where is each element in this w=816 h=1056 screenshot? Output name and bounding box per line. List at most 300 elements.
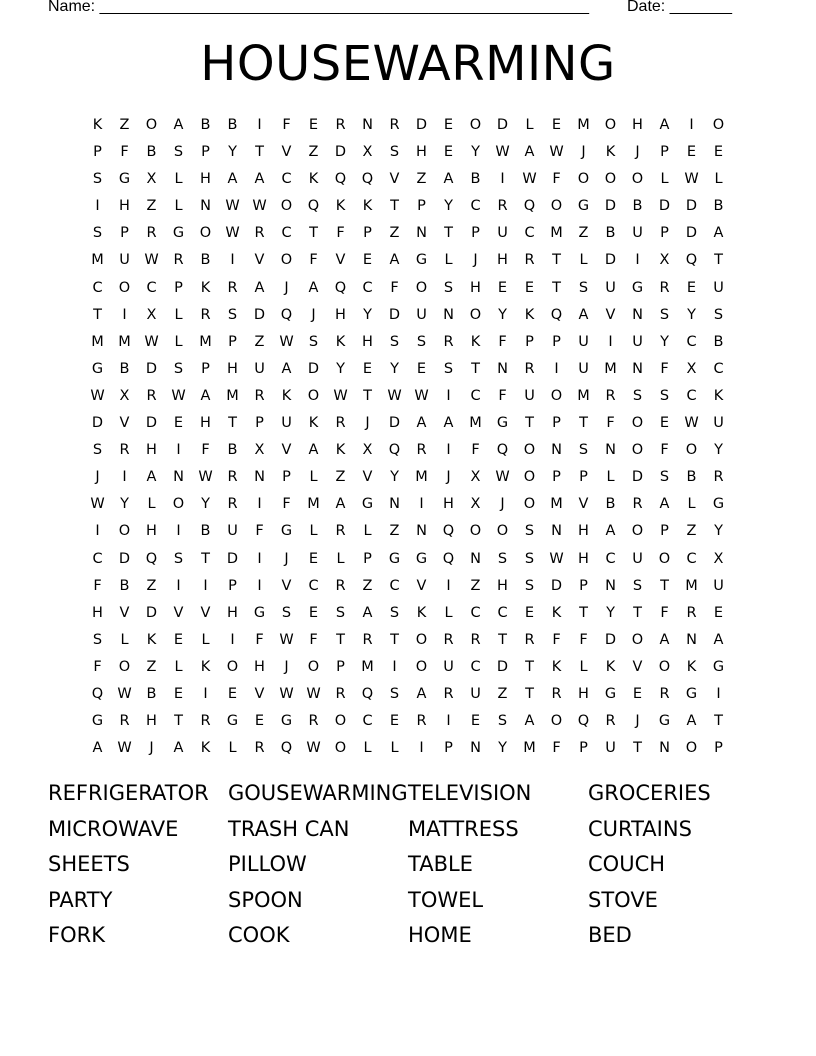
grid-letter: H [200, 415, 211, 432]
grid-letter: T [390, 198, 399, 215]
grid-letter: X [119, 387, 130, 404]
grid-letter: H [632, 117, 643, 133]
grid-letter: K [551, 658, 562, 675]
grid-letter: W [684, 415, 699, 432]
grid-letter: I [446, 577, 451, 594]
grid-letter: K [92, 117, 103, 133]
grid-letter: N [200, 198, 211, 215]
grid-letter: E [470, 713, 481, 730]
grid-letter: T [390, 631, 399, 648]
grid-letter: K [200, 740, 211, 757]
grid-letter: K [713, 387, 724, 404]
grid-letter: B [632, 198, 643, 215]
grid-letter: P [336, 658, 345, 675]
grid-letter: E [227, 685, 238, 702]
grid-letter: B [470, 171, 481, 188]
grid-letter: S [416, 333, 427, 350]
grid-letter: O [145, 117, 158, 133]
grid-letter: X [362, 144, 373, 161]
grid-letter: S [308, 333, 319, 350]
grid-letter: C [686, 333, 697, 350]
grid-letter: G [226, 713, 239, 730]
grid-letter: J [149, 740, 154, 757]
grid-letter: P [471, 225, 480, 242]
grid-letter: B [227, 442, 238, 459]
grid-letter: D [91, 415, 104, 432]
grid-letter: U [281, 415, 292, 432]
grid-letter: V [578, 496, 589, 513]
grid-letter: O [469, 523, 482, 540]
grid-letter: W [522, 171, 537, 188]
grid-letter: P [363, 225, 372, 242]
grid-letter: I [257, 117, 262, 133]
grid-letter: H [254, 658, 265, 675]
grid-letter: C [281, 225, 292, 242]
grid-letter: S [524, 523, 535, 540]
grid-letter: H [146, 713, 157, 730]
grid-letter: A [686, 713, 697, 730]
grid-letter: K [470, 333, 481, 350]
grid-letter: A [713, 631, 724, 648]
grid-letter: X [254, 442, 265, 459]
word-bank-item: TELEVISION [408, 781, 532, 805]
grid-letter: G [685, 685, 698, 702]
grid-letter: S [92, 171, 103, 188]
grid-letter: O [523, 496, 536, 513]
grid-letter: I [446, 442, 451, 459]
name-field-label: Name: _______________________________________________________ [48, 0, 589, 15]
word-bank-item: TRASH CAN [228, 816, 350, 841]
grid-letter: T [174, 713, 183, 730]
grid-letter: P [201, 360, 210, 377]
grid-letter: K [524, 306, 535, 323]
grid-letter: T [552, 252, 561, 269]
grid-letter: O [415, 658, 428, 675]
grid-letter: R [254, 387, 265, 404]
grid-letter: T [633, 740, 642, 757]
grid-letter: U [470, 685, 481, 702]
grid-letter: Z [686, 523, 697, 540]
grid-letter: Z [119, 117, 130, 133]
grid-letter: J [284, 658, 289, 675]
grid-letter: Z [146, 658, 157, 675]
grid-letter: C [362, 279, 373, 296]
grid-letter: Y [390, 360, 399, 377]
grid-letter: R [200, 306, 211, 323]
grid-letter: F [255, 631, 264, 648]
grid-letter: G [118, 171, 131, 188]
grid-letter: X [659, 252, 670, 269]
grid-letter: O [631, 171, 644, 188]
grid-letter: W [684, 171, 699, 188]
grid-letter: Q [361, 685, 374, 702]
grid-letter: A [443, 171, 454, 188]
grid-letter: B [200, 117, 211, 133]
grid-letter: E [686, 144, 697, 161]
grid-letter: L [525, 117, 534, 133]
grid-letter: S [632, 577, 643, 594]
grid-letter: N [470, 740, 481, 757]
grid-letter: W [171, 387, 186, 404]
page-title: HOUSEWARMING [200, 36, 616, 92]
grid-letter: M [415, 469, 428, 486]
grid-letter: A [659, 496, 670, 513]
grid-letter: U [632, 225, 643, 242]
grid-letter: P [93, 144, 102, 161]
grid-letter: S [497, 713, 508, 730]
grid-letter: V [254, 252, 265, 269]
grid-letter: K [308, 415, 319, 432]
grid-letter: K [416, 604, 427, 621]
grid-letter: I [689, 117, 694, 133]
grid-letter: D [253, 306, 266, 323]
grid-letter: R [227, 496, 238, 513]
grid-letter: L [228, 740, 237, 757]
grid-letter: N [605, 577, 616, 594]
grid-letter: K [200, 279, 211, 296]
grid-letter: R [605, 387, 616, 404]
word-bank-item: GROCERIES [588, 781, 711, 805]
grid-letter: L [390, 740, 399, 757]
grid-letter: H [443, 496, 454, 513]
grid-letter: S [173, 360, 184, 377]
grid-letter: C [497, 604, 508, 621]
grid-letter: E [713, 144, 724, 161]
grid-letter: O [631, 442, 644, 459]
grid-letter: E [443, 117, 454, 133]
grid-letter: F [660, 442, 669, 459]
grid-letter: I [203, 577, 208, 594]
grid-letter: T [633, 604, 642, 621]
grid-letter: G [415, 252, 428, 269]
grid-letter: X [470, 469, 481, 486]
grid-letter: E [389, 713, 400, 730]
grid-letter: M [550, 496, 563, 513]
grid-letter: N [632, 306, 643, 323]
grid-letter: T [579, 604, 588, 621]
grid-letter: R [470, 631, 481, 648]
grid-letter: G [496, 415, 509, 432]
grid-letter: C [713, 360, 724, 377]
grid-letter: E [524, 279, 535, 296]
grid-letter: O [523, 442, 536, 459]
grid-letter: M [577, 387, 590, 404]
grid-letter: C [92, 550, 103, 567]
grid-letter: E [497, 279, 508, 296]
grid-letter: G [577, 198, 590, 215]
grid-letter: M [550, 225, 563, 242]
grid-letter: W [279, 631, 294, 648]
grid-letter: M [118, 333, 131, 350]
grid-letter: O [496, 523, 509, 540]
grid-letter: A [254, 171, 265, 188]
grid-letter: D [388, 306, 401, 323]
grid-letter: U [713, 415, 724, 432]
grid-letter: B [227, 117, 238, 133]
grid-letter: H [119, 198, 130, 215]
grid-letter: Z [308, 144, 319, 161]
grid-letter: O [604, 117, 617, 133]
grid-letter: Q [442, 523, 455, 540]
grid-letter: I [176, 442, 181, 459]
grid-letter: O [118, 279, 131, 296]
grid-letter: D [334, 144, 347, 161]
grid-letter: W [279, 333, 294, 350]
grid-letter: Z [578, 225, 589, 242]
grid-letter: Y [714, 523, 723, 540]
grid-letter: L [363, 740, 372, 757]
word-bank-item: FORK [48, 923, 105, 948]
grid-letter: N [416, 523, 427, 540]
grid-letter: Z [389, 225, 400, 242]
grid-letter: L [444, 252, 453, 269]
grid-letter: E [416, 360, 427, 377]
grid-letter: I [554, 360, 559, 377]
grid-letter: H [578, 685, 589, 702]
grid-letter: P [363, 550, 372, 567]
grid-letter: Z [389, 523, 400, 540]
grid-letter: U [497, 225, 508, 242]
grid-letter: Y [228, 144, 237, 161]
grid-letter: Q [685, 252, 698, 269]
grid-letter: J [365, 415, 370, 432]
grid-letter: T [363, 387, 372, 404]
grid-letter: P [552, 415, 561, 432]
grid-letter: U [578, 333, 589, 350]
grid-letter: I [230, 252, 235, 269]
grid-letter: H [227, 604, 238, 621]
grid-letter: N [551, 442, 562, 459]
grid-letter: I [203, 685, 208, 702]
grid-letter: R [389, 117, 400, 133]
grid-letter: V [173, 604, 184, 621]
grid-letter: N [416, 225, 427, 242]
grid-letter: R [173, 252, 184, 269]
grid-letter: S [92, 225, 103, 242]
grid-letter: V [119, 415, 130, 432]
grid-letter: I [608, 333, 613, 350]
grid-letter: W [333, 387, 348, 404]
grid-letter: B [146, 144, 157, 161]
grid-letter: M [604, 360, 617, 377]
word-bank-item: REFRIGERATOR [48, 781, 209, 805]
grid-letter: H [146, 523, 157, 540]
grid-letter: E [659, 415, 670, 432]
grid-letter: D [415, 117, 428, 133]
grid-letter: L [147, 496, 156, 513]
grid-letter: R [335, 415, 346, 432]
grid-letter: Q [577, 713, 590, 730]
grid-letter: O [118, 658, 131, 675]
grid-letter: Y [606, 604, 615, 621]
grid-letter: F [660, 604, 669, 621]
grid-letter: W [252, 198, 267, 215]
grid-letter: R [335, 117, 346, 133]
grid-letter: V [389, 171, 400, 188]
grid-letter: X [470, 496, 481, 513]
grid-letter: B [686, 469, 697, 486]
grid-letter: W [90, 387, 105, 404]
grid-letter: F [552, 631, 561, 648]
grid-letter: D [226, 550, 239, 567]
grid-letter: Q [145, 550, 158, 567]
grid-letter: I [392, 658, 397, 675]
grid-letter: E [308, 550, 319, 567]
grid-letter: Q [496, 442, 509, 459]
word-bank-item: HOME [408, 923, 472, 948]
grid-letter: T [336, 631, 345, 648]
grid-letter: S [227, 306, 238, 323]
grid-letter: A [416, 685, 427, 702]
grid-letter: P [255, 415, 264, 432]
grid-letter: O [415, 279, 428, 296]
grid-letter: P [660, 225, 669, 242]
grid-letter: G [91, 360, 104, 377]
grid-letter: D [145, 604, 158, 621]
grid-letter: D [685, 198, 698, 215]
grid-letter: V [200, 604, 211, 621]
grid-letter: R [119, 442, 130, 459]
grid-letter: D [118, 550, 131, 567]
grid-letter: R [146, 225, 157, 242]
grid-letter: S [578, 442, 589, 459]
grid-letter: Q [334, 171, 347, 188]
grid-letter: G [172, 225, 185, 242]
grid-letter: T [552, 279, 561, 296]
grid-letter: B [605, 225, 616, 242]
grid-letter: P [579, 577, 588, 594]
grid-letter: A [146, 469, 157, 486]
grid-letter: N [632, 360, 643, 377]
grid-letter: I [635, 252, 640, 269]
grid-letter: G [631, 279, 644, 296]
grid-letter: R [308, 713, 319, 730]
grid-letter: M [307, 496, 320, 513]
grid-letter: F [606, 415, 615, 432]
grid-letter: S [659, 387, 670, 404]
grid-letter: C [362, 713, 373, 730]
grid-letter: A [605, 523, 616, 540]
grid-letter: D [496, 658, 509, 675]
grid-letter: C [470, 198, 481, 215]
grid-letter: M [91, 252, 104, 269]
grid-letter: N [659, 740, 670, 757]
grid-letter: O [631, 523, 644, 540]
grid-letter: E [308, 117, 319, 133]
grid-letter: F [471, 442, 480, 459]
grid-letter: S [443, 279, 454, 296]
grid-letter: L [660, 171, 669, 188]
grid-letter: N [173, 469, 184, 486]
grid-letter: R [524, 360, 535, 377]
grid-letter: T [660, 577, 669, 594]
grid-letter: S [443, 360, 454, 377]
grid-letter: O [469, 306, 482, 323]
grid-letter: T [498, 631, 507, 648]
grid-letter: J [284, 279, 289, 296]
grid-letter: X [146, 171, 157, 188]
grid-letter: R [254, 740, 265, 757]
grid-letter: B [200, 252, 211, 269]
grid-letter: X [713, 550, 724, 567]
word-bank-item: MICROWAVE [48, 816, 179, 841]
grid-letter: L [120, 631, 129, 648]
grid-letter: C [470, 658, 481, 675]
grid-letter: H [362, 333, 373, 350]
grid-letter: I [446, 387, 451, 404]
grid-letter: D [604, 252, 617, 269]
grid-letter: E [173, 631, 184, 648]
grid-letter: R [443, 333, 454, 350]
grid-letter: W [387, 387, 402, 404]
grid-letter: R [335, 577, 346, 594]
grid-letter: H [416, 144, 427, 161]
grid-letter: E [632, 685, 643, 702]
grid-letter: Y [687, 306, 696, 323]
grid-letter: O [658, 550, 671, 567]
grid-letter: S [524, 577, 535, 594]
grid-letter: P [228, 577, 237, 594]
grid-letter: P [444, 740, 453, 757]
grid-letter: I [257, 496, 262, 513]
grid-letter: Y [714, 442, 723, 459]
grid-letter: Y [444, 198, 453, 215]
grid-letter: H [497, 577, 508, 594]
grid-letter: O [550, 198, 563, 215]
grid-letter: H [497, 252, 508, 269]
grid-letter: G [361, 496, 374, 513]
grid-letter: H [578, 523, 589, 540]
grid-letter: P [552, 469, 561, 486]
grid-letter: S [713, 306, 724, 323]
grid-letter: N [362, 117, 373, 133]
grid-letter: S [578, 279, 589, 296]
grid-letter: K [686, 658, 697, 675]
grid-letter: R [119, 713, 130, 730]
grid-letter: W [306, 685, 321, 702]
grid-letter: C [146, 279, 157, 296]
grid-letter: D [550, 577, 563, 594]
grid-letter: P [579, 740, 588, 757]
grid-letter: R [713, 469, 724, 486]
grid-letter: U [605, 279, 616, 296]
grid-letter: O [307, 658, 320, 675]
grid-letter: O [307, 387, 320, 404]
grid-letter: A [416, 415, 427, 432]
grid-letter: T [444, 225, 453, 242]
grid-letter: K [362, 198, 373, 215]
grid-letter: S [281, 604, 292, 621]
grid-letter: Z [254, 333, 265, 350]
grid-letter: E [686, 279, 697, 296]
grid-letter: O [118, 523, 131, 540]
grid-letter: U [713, 577, 724, 594]
grid-letter: A [713, 225, 724, 242]
grid-letter: W [225, 198, 240, 215]
grid-letter: K [551, 604, 562, 621]
grid-letter: Y [498, 306, 507, 323]
grid-letter: B [119, 577, 130, 594]
grid-letter: I [95, 523, 100, 540]
header-line [48, 0, 748, 20]
grid-letter: M [199, 333, 212, 350]
grid-letter: K [605, 144, 616, 161]
grid-letter: F [552, 740, 561, 757]
grid-letter: F [309, 631, 318, 648]
grid-letter: G [712, 658, 725, 675]
grid-letter: S [389, 604, 400, 621]
grid-letter: L [714, 171, 723, 188]
